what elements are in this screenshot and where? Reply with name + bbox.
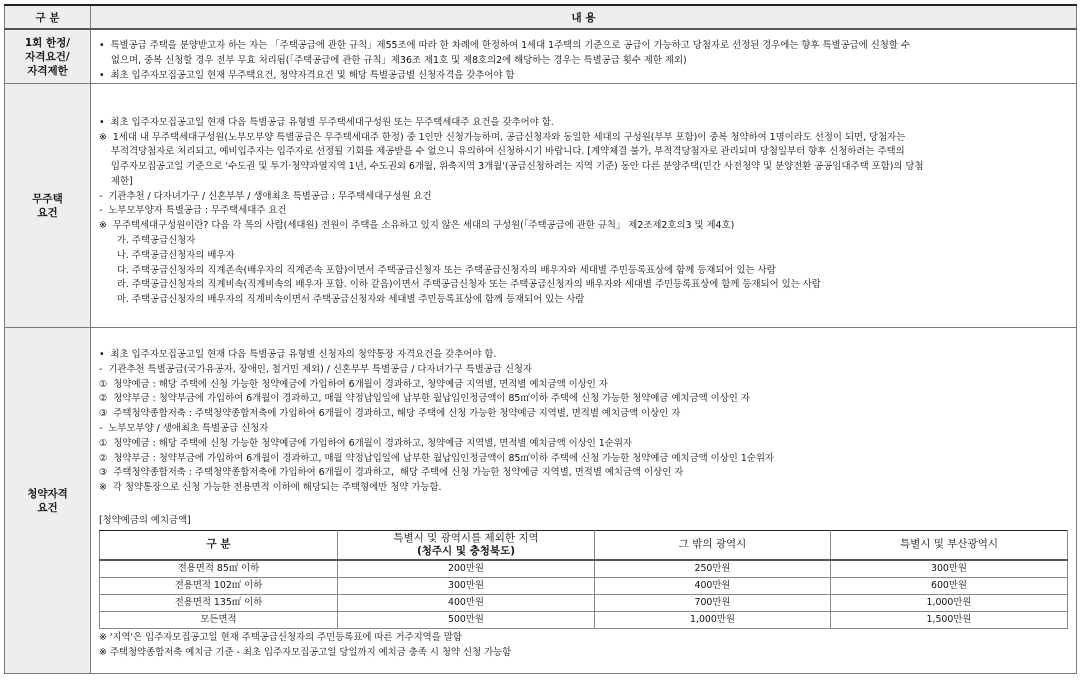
deposit-amount-table: [99, 530, 1068, 630]
content-line: 입주자모집공고일 기준으로 '수도권 및 투기·청약과열지역 1년, 수도권외 6개월, 위축지역 3개월'(공급신청하려는 지역 기준) 동안 다른 분양주택(민간 사전청약 및 분양전환 공공임대주택 포함)의 당첨: [99, 161, 924, 173]
content-line: ※ 각 청약통장으로 신청 가능한 전용면적 이하에 해당되는 주택형에만 청약 가능함.: [99, 482, 442, 494]
deposit-cell: 1,000만원: [595, 612, 831, 629]
content-line: 부적격당첨자로 처리되고, 예비입주자는 입주자로 선정될 기회를 제공받을 수 없으니 유의하여 신청하시기 바랍니다. [계약체결 불가, 부적격당첨자로 관리되며 당첨일부터 향후 신청하려는 주택의: [99, 146, 905, 158]
content-line: • 특별공급 주택을 분양받고자 하는 자는 「주택공급에 관한 규칙」제55조에 따라 한 차례에 한정하여 1세대 1주택의 기준으로 공급이 가능하고 당첨자로 선정된 경우에는 향후 특별공급에 신청할 수: [99, 40, 910, 51]
content-line: 나. 주택공급신청자의 배우자: [99, 249, 235, 261]
content-line: ③ 주택청약종합저축 : 주택청약종합저축에 가입하여 6개월이 경과하고, 해당 주택에 신청 가능한 청약예금 지역별, 면적별 예치금액 이상인 자: [99, 467, 684, 479]
header-category: 구 분: [5, 5, 91, 29]
content-line: ※ 1세대 내 무주택세대구성원(노부모부양 특별공급은 무주택세대주 한정) 중 1인만 신청가능하며, 공급신청자와 동일한 세대의 구성원(부부 포함)이 중복 청약하여 1명이라도 선정이 되면, 당첨자는: [99, 131, 906, 143]
deposit-cell: 1,000만원: [831, 595, 1068, 612]
row-content: [91, 328, 1077, 674]
table-row: [5, 328, 1077, 674]
content-line: ② 청약부금 : 청약부금에 가입하여 6개월이 경과하고, 매월 약정납입일에 납부한 월납입인정금액이 85㎡이하 주택에 신청 가능한 청약예금 예치금액 이상인 자: [99, 393, 750, 405]
category-line: 무주택: [32, 192, 63, 205]
deposit-cell: 300만원: [831, 560, 1068, 578]
area-label: 모든면적: [100, 612, 338, 629]
row-category: [5, 328, 91, 674]
deposit-table-header-row: [100, 530, 1068, 560]
content-line: - 기관추천 특별공급(국가유공자, 장애인, 철거민 제외) / 신혼부부 특별공급 / 다자녀가구 특별공급 신청자: [99, 363, 533, 375]
content-line: • 최초 입주자모집공고일 현재 다음 특별공급 유형별 무주택세대구성원 또는 무주택세대주 요건을 갖추어야 함.: [99, 116, 554, 128]
deposit-table-title: [청약예금의 예치금액]: [99, 514, 191, 526]
content-line: 없으며, 중복 신청할 경우 전부 무효 처리됨(「주택공급에 관한 규칙」제36조 제1호 및 제8호의2에 해당하는 경우는 특별공급 횟수 제한 제외): [99, 54, 687, 66]
category-line: 자격제한: [27, 64, 68, 77]
deposit-cell: 200만원: [338, 560, 595, 578]
table-row: [5, 84, 1077, 328]
note-line: ※ '지역'은 입주자모집공고일 현재 주택공급신청자의 주민등록표에 따른 거주지역을 말함: [99, 632, 462, 644]
deposit-cell: 300만원: [338, 578, 595, 595]
content-line: ① 청약예금 : 해당 주택에 신청 가능한 청약예금에 가입하여 6개월이 경과하고, 청약예금 지역별, 면적별 예치금액 이상인 자: [99, 378, 608, 390]
deposit-header-seoul-busan: 특별시 및 부산광역시: [831, 530, 1068, 560]
content-line: - 노부모부양 / 생애최초 특별공급 신청자: [99, 422, 269, 434]
deposit-header-other-regions: [338, 530, 595, 560]
category-line: 1회 한정/: [24, 36, 71, 49]
deposit-cell: 700만원: [595, 595, 831, 612]
content-line: 라. 주택공급신청자의 직계비속(직계비속의 배우자 포함. 이하 같음)이면서 주택공급신청자 또는 주택공급신청자의 배우자와 세대별 주민등록표상에 함께 등재되어 있는 사람: [99, 279, 821, 291]
category-line: 자격요건/: [25, 50, 70, 63]
deposit-cell: 400만원: [338, 595, 595, 612]
area-label: 전용면적 135㎡ 이하: [100, 595, 338, 612]
deposit-table-row: [100, 578, 1068, 595]
content-line: 다. 주택공급신청자의 직계존속(배우자의 직계존속 포함)이면서 주택공급신청자 또는 주택공급신청자의 배우자와 세대별 주민등록표상에 함께 등재되어 있는 사람: [99, 264, 776, 276]
content-line: • 최초 입주자모집공고일 현재 무주택요건, 청약자격요건 및 해당 특별공급별 신청자격을 갖추어야 함: [99, 69, 515, 81]
content-line: ② 청약부금 : 청약부금에 가입하여 6개월이 경과하고, 매월 약정납입일에 납부한 월납입인정금액이 85㎡이하 주택에 신청 가능한 청약예금 예치금액 이상인 1순위자: [99, 452, 774, 464]
content-line: 제한]: [99, 175, 133, 187]
deposit-table-row: [100, 612, 1068, 629]
deposit-cell: 250만원: [595, 560, 831, 578]
content-line: 가. 주택공급신청자: [99, 235, 196, 247]
special-supply-requirements-table: [4, 4, 1077, 674]
category-line: 요건: [37, 501, 58, 514]
content-line: 마. 주택공급신청자의 배우자의 직계비속이면서 주택공급신청자와 세대별 주민등록표상에 함께 등재되어 있는 사람: [99, 294, 585, 306]
content-line: ① 청약예금 : 해당 주택에 신청 가능한 청약예금에 가입하여 6개월이 경과하고, 청약예금 지역별, 면적별 예치금액 이상인 1순위자: [99, 437, 632, 449]
deposit-cell: 400만원: [595, 578, 831, 595]
content-line: ※ 무주택세대구성원이란? 다음 각 목의 사람(세대원) 전원이 주택을 소유하고 있지 않은 세대의 구성원(「주택공급에 관한 규칙」 제2조제2호의3 및 제4호): [99, 220, 735, 232]
deposit-cell: 600만원: [831, 578, 1068, 595]
document-page: [4, 4, 1076, 674]
row-content: [91, 84, 1077, 328]
row-category: [5, 84, 91, 328]
deposit-table-row: [100, 560, 1068, 578]
deposit-cell: 500만원: [338, 612, 595, 629]
content-line: • 최초 입주자모집공고일 현재 다음 특별공급 유형별 신청자의 청약통장 자격요건을 갖추어야 함.: [99, 348, 497, 360]
table-row: [5, 29, 1077, 84]
deposit-table-row: [100, 595, 1068, 612]
row-category: [5, 29, 91, 84]
header-content: 내 용: [91, 5, 1077, 29]
content-line: - 노부모부양자 특별공급 : 무주택세대주 요건: [99, 205, 287, 217]
deposit-cell: 1,500만원: [831, 612, 1068, 629]
table-header-row: [5, 5, 1077, 29]
deposit-header-metro-cities: 그 밖의 광역시: [595, 530, 831, 560]
content-line: - 기관추천 / 다자녀가구 / 신혼부부 / 생애최초 특별공급 : 무주택세대구성원 요건: [99, 190, 432, 202]
category-line: 요건: [37, 206, 58, 219]
content-line: ③ 주택청약종합저축 : 주택청약종합저축에 가입하여 6개월이 경과하고, 해당 주택에 신청 가능한 청약예금 지역별, 면적별 예치금액 이상인 자: [99, 408, 681, 420]
deposit-header-category: 구 분: [100, 530, 338, 560]
note-line: ※ 주택청약종합저축 예치금 기준 - 최초 입주자모집공고일 당일까지 예치금 충족 시 청약 신청 가능함: [99, 647, 512, 659]
deposit-header-line: 특별시 및 광역시를 제외한 지역: [393, 531, 539, 544]
area-label: 전용면적 102㎡ 이하: [100, 578, 338, 595]
area-label: 전용면적 85㎡ 이하: [100, 560, 338, 578]
deposit-header-subline: (청주시 및 충청북도): [416, 544, 516, 557]
category-line: 청약자격: [27, 487, 68, 500]
row-content: [91, 29, 1077, 84]
